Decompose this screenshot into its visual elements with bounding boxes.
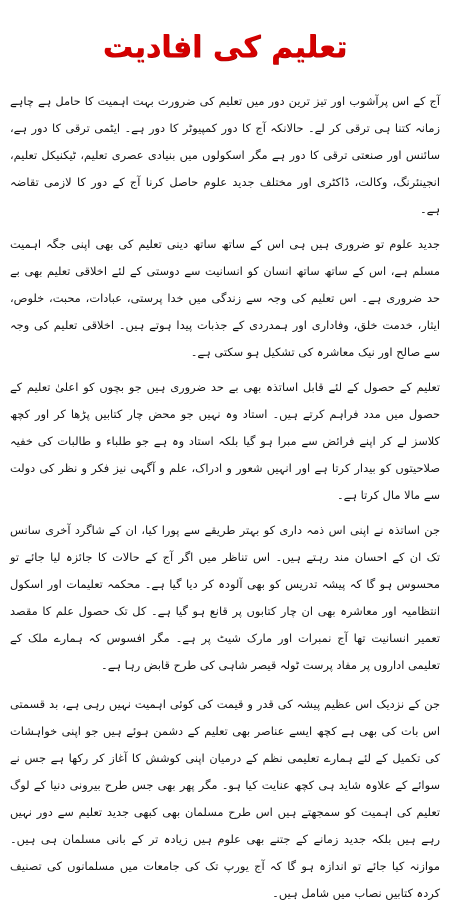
paragraph-4: جن اساتذہ نے اپنی اس ذمہ داری کو بہتر طریقے سے پورا کیا، ان کے شاگرد آخری سانس تک ان کے احسان مند رہتے ہیں۔ اس تناظر میں اگر آج کے حالات کا جائزہ لیا جائے تو محسوس ہو گا کہ پیشہ تدریس کو بھی آلودہ کر دیا گیا ہے۔ محکمہ تعلیمات اور اسکول انتظامیہ اور معاشرہ بھی ان چار کتابوں پر قانع ہو گیا ہے۔ کل تک حصول علم کا مقصد تعمیر انسانیت تھا آج نمبرات اور مارک شیٹ پر ہے۔ مگر افسوس کہ ہمارے ملک کے تعلیمی اداروں پر مفاد پرست ٹولہ قیصر شاہی کی طرح قابض رہا ہے۔ <box>10 523 440 672</box>
paragraph-3: تعلیم کے حصول کے لئے قابل اساتذہ بھی بے حد ضروری ہیں جو بچوں کو اعلیٰ تعلیم کے حصول میں مدد فراہم کرتے ہیں۔ استاد وہ نہیں جو محض چار کتابیں پڑھا کر اور کچھ کلاسز لے کر اپنے فرائض سے مبرا ہو گیا بلکہ استاد وہ ہے جو طلباء و طالبات کی خفیہ صلاحیتوں کو بیدار کرتا ہے اور انہیں شعور و ادراک، علم و آگہی نیز فکر و نظر کی دولت سے مالا مال کرتا ہے۔ <box>10 380 440 502</box>
page-title: تعلیم کی افادیت <box>102 30 348 65</box>
paragraph-2: جدید علوم تو ضروری ہیں ہی اس کے ساتھ ساتھ دینی تعلیم کی بھی اپنی جگہ اہمیت مسلم ہے، اس کے ساتھ ساتھ انسان کو انسانیت سے دوستی کے لئے اخلاقی تعلیم بھی بے حد ضروری ہے۔ اس تعلیم کی وجہ سے زندگی میں خدا پرستی، عبادات، محبت، خلوص، ایثار، خدمت خلق، وفاداری اور ہمدردی کے جذبات پیدا ہوتے ہیں۔ اخلاقی تعلیم کی وجہ سے صالح اور نیک معاشرہ کی تشکیل ہو سکتی ہے۔ <box>10 237 440 359</box>
article-body <box>10 88 440 907</box>
paragraph-5: جن کے نزدیک اس عظیم پیشہ کی قدر و قیمت کی کوئی اہمیت نہیں رہی ہے، بد قسمتی اس بات کی بھی ہے کچھ ایسے عناصر بھی تعلیم کے دشمن ہوئے ہیں جو اپنی خواہشات کی تکمیل کے لئے ہمارے تعلیمی نظم کے درمیان اپنی کوشش کا آغاز کر رکھا ہے جس نے سوائے کے علاوہ شاید ہی کچھ عنایت کیا ہو۔ مگر پھر بھی جس طرح بیرونی دنیا کے لوگ تعلیم کی اہمیت کو سمجھتے ہیں اس طرح مسلمان بھی کبھی جدید تعلیم سے دور نہیں رہے ہیں بلکہ جدید زمانے کے جتنے بھی علوم ہیں زیادہ تر کے بانی مسلمان ہی ہیں۔ موازنہ کیا جائے تو اندازہ ہو گا کہ آج یورپ تک کی جامعات میں مسلمانوں کی تصنیف کردہ کتابیں نصاب میں شامل ہیں۔ <box>10 697 440 900</box>
paragraph-1: آج کے اس پرآشوب اور تیز ترین دور میں تعلیم کی ضرورت بہت اہمیت کا حامل ہے چاہے زمانہ کتنا ہی ترقی کر لے۔ حالانکہ آج کا دور کمپیوٹر کا دور ہے۔ ایٹمی ترقی کا دور ہے، سائنس اور صنعتی ترقی کا دور ہے مگر اسکولوں میں بنیادی عصری تعلیم، ٹیکنیکل تعلیم، انجینئرنگ، وکالت، ڈاکٹری اور مختلف جدید علوم حاصل کرنا آج کے دور کا لازمی تقاضہ ہے۔ <box>10 94 440 216</box>
